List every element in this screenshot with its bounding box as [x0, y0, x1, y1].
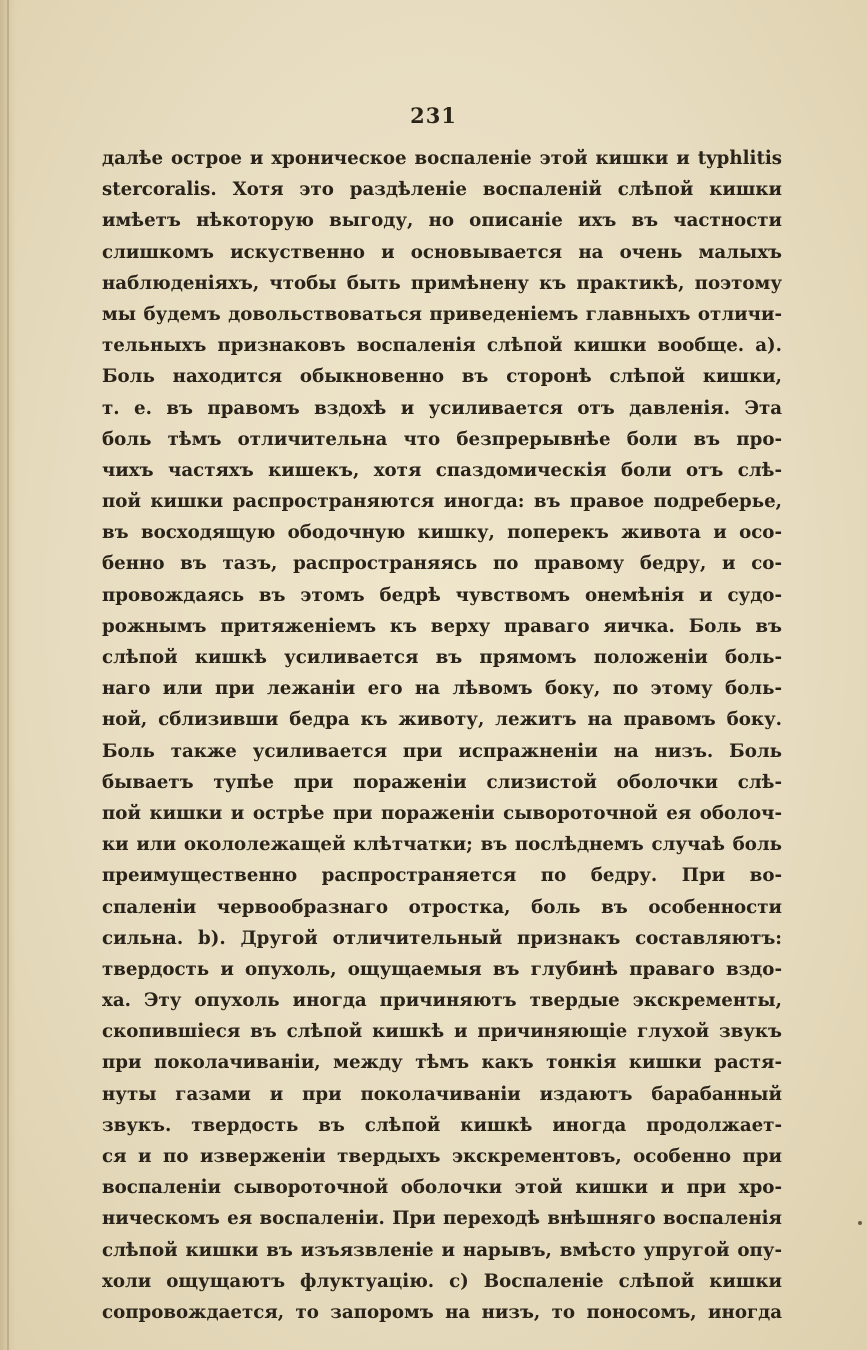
page-edge-line: [7, 0, 9, 1350]
text-line: нуты газами и при поколачиваніи издаютъ барабанный: [102, 1083, 782, 1105]
text-line: ной, сблизивши бедра къ животу, лежитъ на правомъ боку.: [102, 709, 782, 731]
text-line: наблюденіяхъ, чтобы быть примѣнену къ практикѣ, поэтому: [102, 272, 782, 294]
text-line: бенно въ тазъ, распространяясь по правому бедру, и со-: [102, 553, 782, 575]
text-line: stercoralis. Хотя это раздѣленіе воспаленій слѣпой кишки: [102, 179, 782, 201]
text-line: чихъ частяхъ кишекъ, хотя спаздомическія боли отъ слѣ-: [102, 459, 782, 481]
text-line: сильна. b). Другой отличительный признакъ составляютъ:: [102, 927, 782, 949]
text-line: ническомъ ея воспаленіи. При переходѣ внѣшняго воспаленія: [102, 1208, 782, 1230]
text-line: при поколачиваніи, между тѣмъ какъ тонкія кишки растя-: [102, 1052, 782, 1074]
text-line: сопровождается, то запоромъ на низъ, то поносомъ, иногда: [102, 1301, 782, 1323]
text-line: наго или при лежаніи его на лѣвомъ боку, по этому боль-: [102, 678, 782, 700]
text-line: холи ощущаютъ флуктуацію. с) Воспаленіе слѣпой кишки: [102, 1270, 782, 1292]
text-line: имѣетъ нѣкоторую выгоду, но описаніе ихъ въ частности: [102, 210, 782, 232]
text-line: воспаленіи сывороточной оболочки этой кишки и при хро-: [102, 1177, 782, 1199]
text-line: скопившіеся въ слѣпой кишкѣ и причиняющіе глухой звукъ: [102, 1021, 782, 1043]
text-line: ки или окололежащей клѣтчатки; въ послѣднемъ случаѣ боль: [102, 834, 782, 856]
text-line: мы будемъ довольствоваться приведеніемъ главныхъ отличи-: [102, 303, 782, 325]
text-line: бываетъ тупѣе при пораженіи слизистой оболочки слѣ-: [102, 771, 782, 793]
text-line: далѣе острое и хроническое воспаленіе этой кишки и typhlitis: [102, 148, 782, 169]
page-number: 231: [410, 103, 457, 128]
text-line: провождаясь въ этомъ бедрѣ чувствомъ онемѣнія и судо-: [102, 584, 782, 606]
text-line: преимущественно распространяется по бедру. При во-: [102, 865, 782, 887]
ink-speck: [858, 1221, 862, 1225]
text-line: ся и по изверженіи твердыхъ экскрементовъ, особенно при: [102, 1146, 782, 1167]
text-line: рожнымъ притяженіемъ къ верху праваго яичка. Боль въ: [102, 615, 782, 637]
text-line: тельныхъ признаковъ воспаленія слѣпой кишки вообще. а).: [102, 335, 782, 357]
text-line: боль тѣмъ отличительна что безпрерывнѣе боли въ про-: [102, 428, 782, 450]
text-line: т. е. въ правомъ вздохѣ и усиливается отъ давленія. Эта: [102, 397, 782, 419]
text-line: слишкомъ искуственно и основывается на очень малыхъ: [102, 241, 782, 263]
text-line: Боль находится обыкновенно въ сторонѣ слѣпой кишки,: [102, 366, 782, 388]
text-line: въ восходящую ободочную кишку, поперекъ живота и осо-: [102, 522, 782, 544]
text-line: Боль также усиливается при испражненіи на низъ. Боль: [102, 740, 782, 762]
text-line: ха. Эту опухоль иногда причиняютъ твердые экскременты,: [102, 990, 782, 1012]
text-line: слѣпой кишкѣ усиливается въ прямомъ положеніи боль-: [102, 647, 782, 668]
text-line: звукъ. твердость въ слѣпой кишкѣ иногда продолжает-: [102, 1114, 782, 1136]
text-line: твердость и опухоль, ощущаемыя въ глубинѣ праваго вздо-: [102, 958, 782, 980]
text-line: пой кишки и острѣе при пораженіи сывороточной ея оболоч-: [102, 802, 782, 824]
text-line: пой кишки распространяются иногда: въ правое подреберье,: [102, 491, 782, 513]
body-text: [102, 143, 782, 1328]
text-line: спаленіи червообразнаго отростка, боль въ особенности: [102, 896, 782, 918]
text-line: слѣпой кишки въ изъязвленіе и нарывъ, вмѣсто упругой опу-: [102, 1239, 782, 1261]
